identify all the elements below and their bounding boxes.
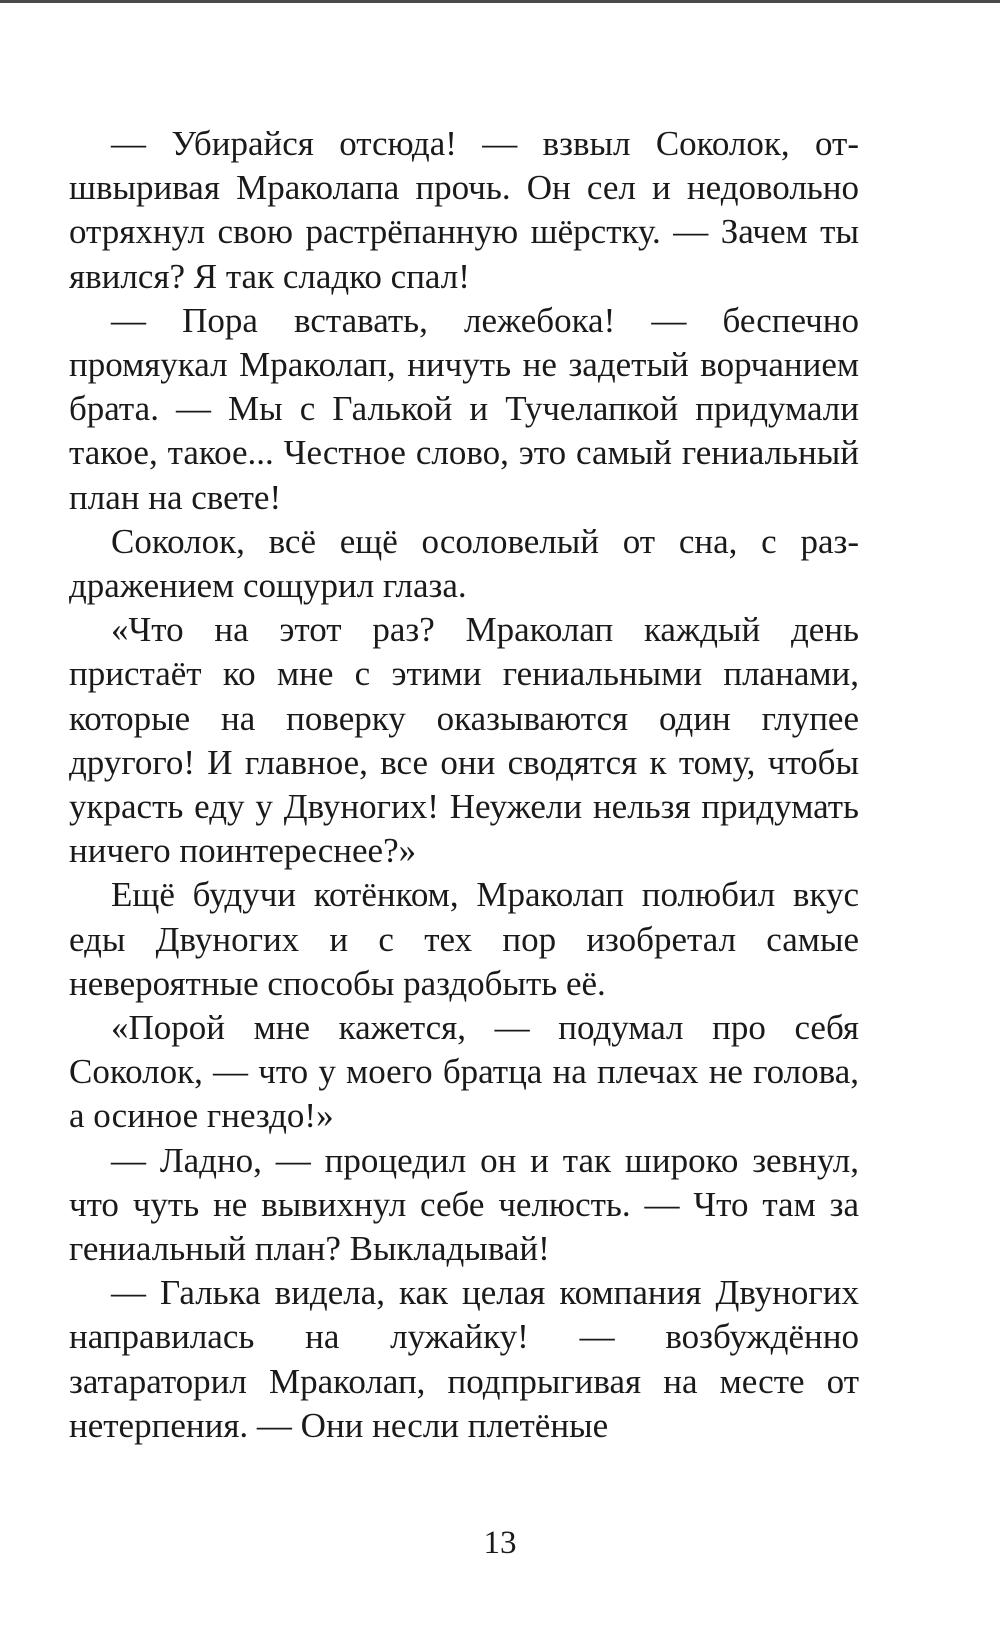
top-border-line (0, 0, 1000, 3)
paragraph: — Галька видела, как целая компания Двуногих направилась на лужайку! — возбуждённо затараторил Мраколап, подпрыгивая на месте от нетерпения. — Они несли плетёные (69, 1273, 859, 1445)
paragraph: — Пора вставать, лежебока! — беспечно промяукал Мраколап, ничуть не задетый ворчанием брата. — Мы с Галькой и Тучелапкой придумали такое, такое... Честное слово, это самый гениальный план на свете! (69, 300, 859, 517)
paragraph: — Убирайся отсюда! — взвыл Соколок, отшвыривая Мраколапа прочь. Он сел и недовольно отряхнул свою растрёпанную шёрстку. — Зачем ты явился? Я так сладко спал! (69, 124, 859, 296)
page-body-text (69, 122, 859, 1448)
page-number: 13 (483, 1525, 517, 1561)
paragraph: Ещё будучи котёнком, Мраколап полюбил вкус еды Двуногих и с тех пор изобретал самые невероятные способы раздобыть её. (69, 875, 859, 1003)
paragraph: — Ладно, — процедил он и так широко зевнул, что чуть не вывихнул себе челюсть. — Что там за гениальный план? Выкладывай! (69, 1140, 859, 1269)
paragraph: «Порой мне кажется, — подумал про себя Соколок, — что у моего братца на плечах не голова, а осиное гнездо!» (69, 1008, 859, 1136)
paragraph: «Что на этот раз? Мраколап каждый день пристаёт ко мне с этими гениальными планами, которые на поверку оказываются один глупее другого! И главное, все они сводятся к тому, чтобы украсть еду у Двуногих! Неужели нельзя придумать ничего поинтереснее?» (69, 610, 859, 871)
paragraph: Соколок, всё ещё осоловелый от сна, с раздражением сощурил глаза. (69, 521, 859, 606)
